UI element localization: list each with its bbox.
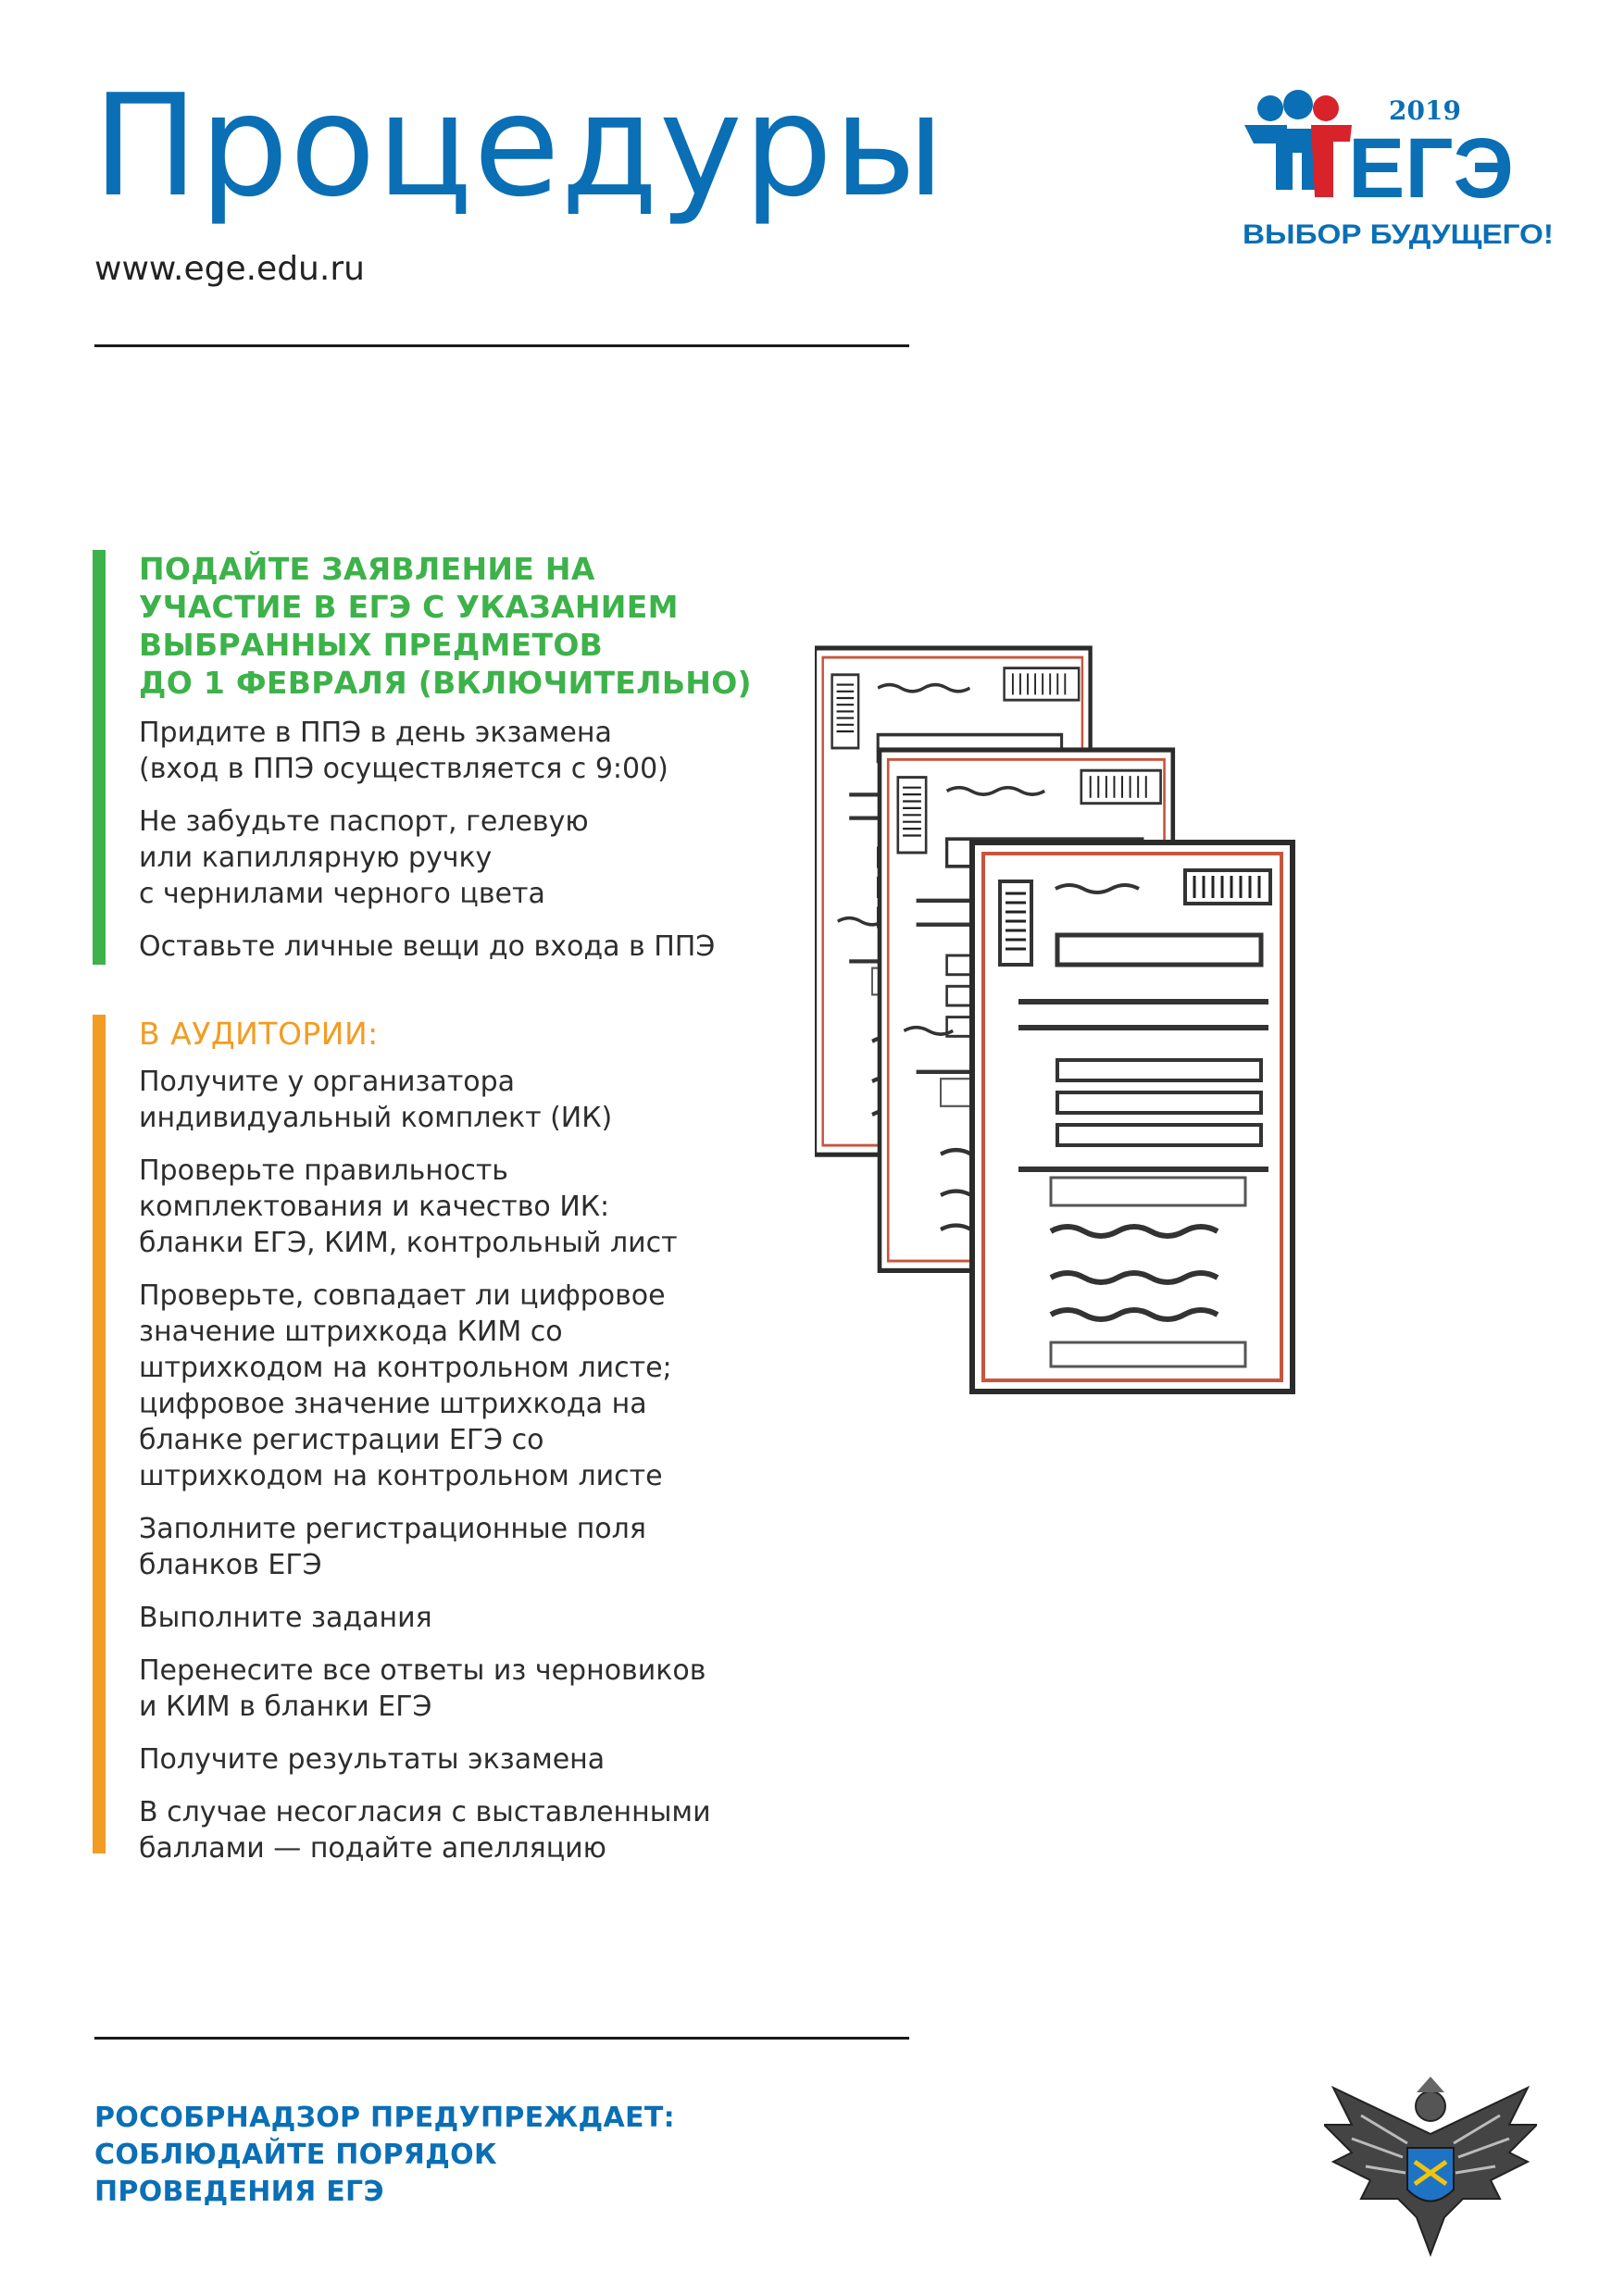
logo-year: 2019 [1389,95,1461,126]
bottom-divider [94,2037,909,2040]
application-heading: ПОДАЙТЕ ЗАЯВЛЕНИЕ НА УЧАСТИЕ В ЕГЭ С УКАЗАНИЕМ ВЫБРАННЫХ ПРЕДМЕТОВ ДО 1 ФЕВРАЛЯ (ВКЛЮЧИТЕЛЬНО) [139,551,752,701]
exam-forms-illustration [815,639,1537,1611]
list-item: Придите в ППЭ в день экзамена (вход в ППЭ осуществляется с 9:00) [139,717,668,785]
green-accent-bar [93,550,106,965]
eagle-icon [1324,2077,1537,2254]
list-item: Проверьте, совпадает ли цифровое значение штрихкода КИМ со штрихкодом на контрольном листе; цифровое значение штрихкода на бланке регистрации ЕГЭ со штрихкодом на контрольном листе [139,1279,672,1492]
rosobrnadzor-warning: РОСОБРНАДЗОР ПРЕДУПРЕЖДАЕТ: СОБЛЮДАЙТЕ ПОРЯДОК ПРОВЕДЕНИЯ ЕГЭ [94,2102,675,2208]
list-item: Получите у организатора индивидуальный комплект (ИК) [139,1066,613,1134]
list-item: Получите результаты экзамена [139,1743,606,1776]
auditorium-heading: В АУДИТОРИИ: [139,1016,379,1052]
list-item: Перенесите все ответы из черновиков и КИМ в бланки ЕГЭ [139,1654,706,1723]
list-item: Заполните регистрационные поля бланков ЕГЭ [139,1513,646,1581]
list-item: Выполните задания [139,1602,432,1634]
logo-slogan: ВЫБОР БУДУЩЕГО! [1243,219,1554,250]
auditorium-section [93,1015,843,1865]
website-link[interactable]: www.ege.edu.ru [94,250,365,288]
ege-logo [1241,88,1555,255]
list-item: Не забудьте паспорт, гелевую или капиллярную ручку с чернилами черного цвета [139,805,589,910]
people-icon [1244,90,1352,197]
rosobrnadzor-emblem [1324,2069,1537,2264]
list-item: Оставьте личные вещи до входа в ППЭ [139,930,716,963]
logo-name: ЕГЭ [1348,121,1514,216]
top-divider [94,344,909,347]
page-title: Процедуры [93,64,946,228]
orange-accent-bar [93,1015,106,1853]
list-item: Проверьте правильность комплектования и качество ИК: бланки ЕГЭ, КИМ, контрольный лист [139,1154,678,1259]
list-item: В случае несогласия с выставленными баллами — подайте апелляцию [139,1796,711,1865]
application-section [93,550,843,965]
